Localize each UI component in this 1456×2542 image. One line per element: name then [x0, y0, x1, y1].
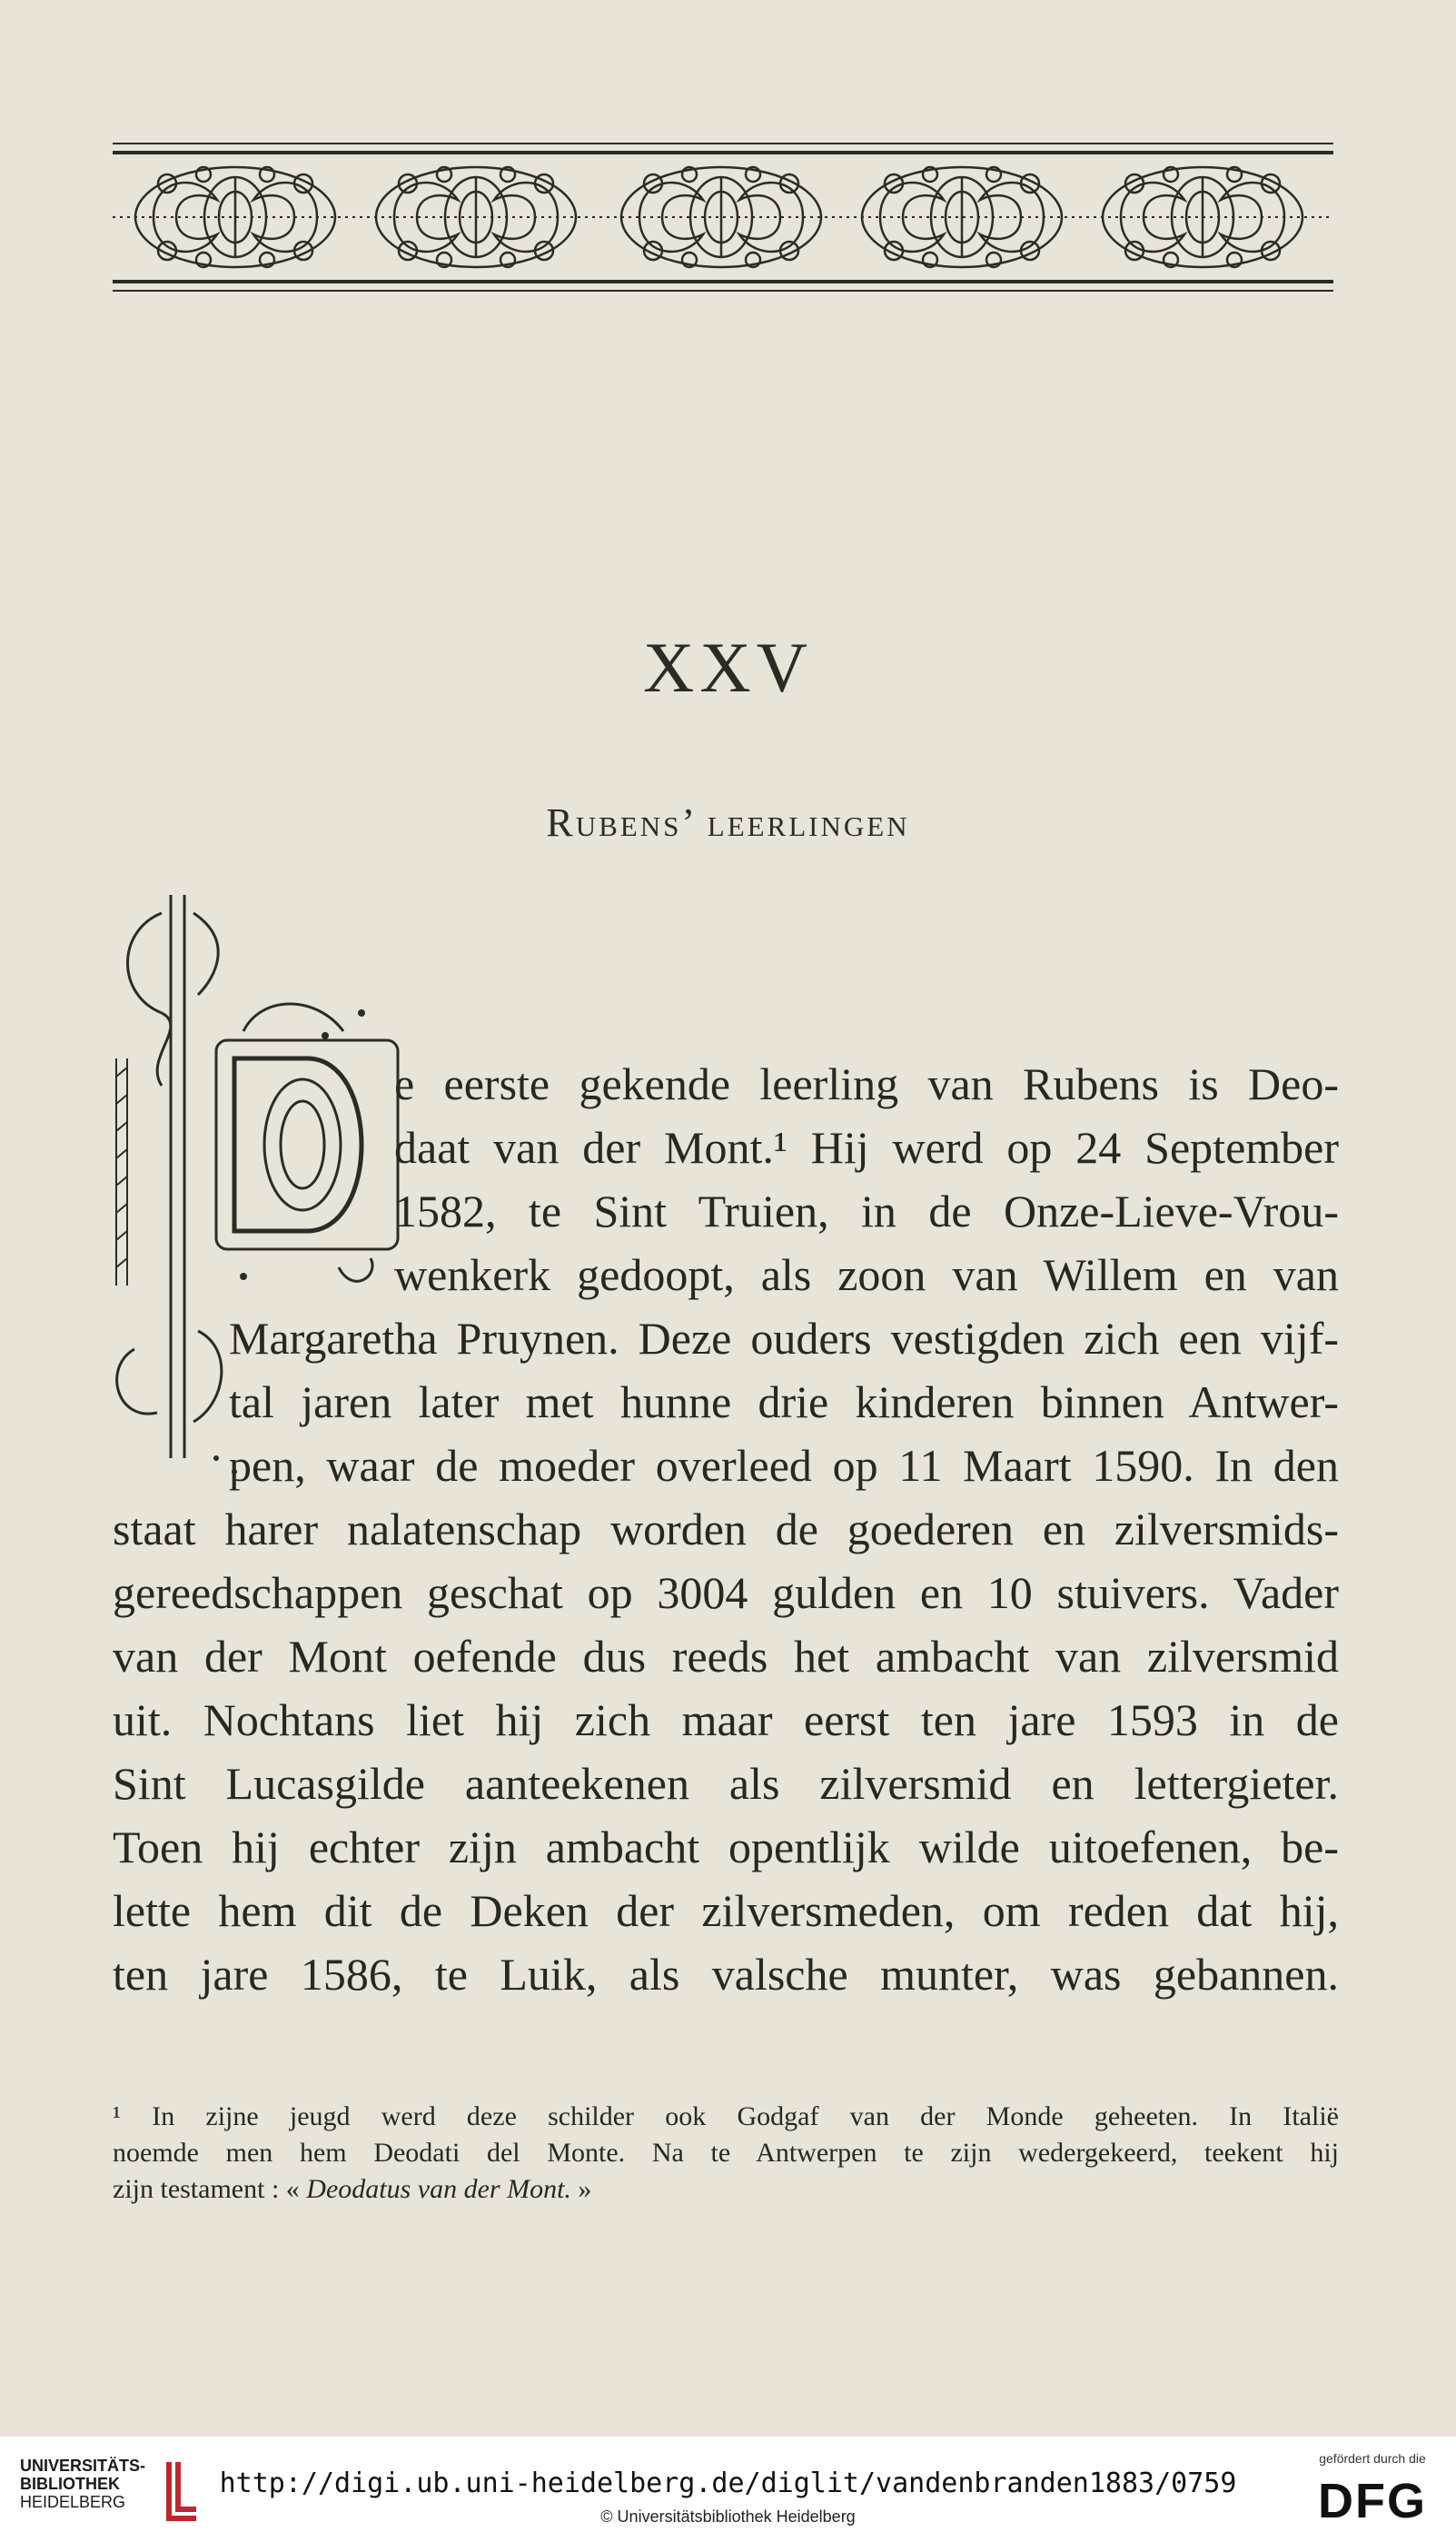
body-line: Margaretha Pruynen. Deze ouders vestigden zich een vijf-: [229, 1313, 1339, 1364]
body-line: Sint Lucasgilde aanteekenen als zilversmid en lettergieter.: [113, 1758, 1339, 1809]
footnote-prefix: zijn testament : «: [113, 2174, 307, 2204]
footnote-line: [113, 2171, 1339, 2208]
body-line: wenkerk gedoopt, als zoon van Willem en van: [394, 1249, 1339, 1300]
body-line: Toen hij echter zijn ambacht opentlijk wilde uitoefenen, be-: [113, 1822, 1339, 1872]
body-line: staat harer nalatenschap worden de goederen en zilversmids-: [113, 1504, 1339, 1554]
chapter-number: XXV: [643, 628, 813, 707]
body-line: pen, waar de moeder overleed op 11 Maart 1590. In den: [229, 1440, 1339, 1491]
footnote-line: noemde men hem Deodati del Monte. Na te Antwerpen te zijn wedergekeerd, teekent hij: [113, 2138, 1339, 2168]
body-line: uit. Nochtans liet hij zich maar eerst ten jare 1593 in de: [113, 1694, 1339, 1745]
body-line: gereedschappen geschat op 3004 gulden en 10 stuivers. Vader: [113, 1567, 1339, 1618]
footnote-suffix: »: [570, 2174, 592, 2204]
chapter-title: Rubens’ leerlingen: [546, 800, 910, 845]
footnote-italic-name: Deodatus van der Mont.: [306, 2174, 571, 2204]
dfg-logo[interactable]: DFG: [1318, 2474, 1427, 2528]
ornamental-header-band: [113, 136, 1333, 300]
body-line: lette hem dit de Deken der zilversmeden, om reden dat hij,: [113, 1885, 1339, 1936]
funding-note: gefördert durch die: [1319, 2451, 1426, 2466]
copyright-notice: © Universitätsbibliothek Heidelberg: [600, 2507, 856, 2526]
body-line: tal jaren later met hunne drie kinderen binnen Antwer-: [229, 1376, 1339, 1427]
body-line: van der Mont oefende dus reeds het ambacht van zilversmid: [113, 1631, 1339, 1682]
library-line-1: UNIVERSITÄTS-: [20, 2457, 146, 2475]
body-line: 1582, te Sint Truien, in de Onze-Lieve-Vrou-: [394, 1186, 1339, 1236]
footnote-line: ¹ In zijne jeugd werd deze schilder ook Godgaf van der Monde geheeten. In Italië: [113, 2101, 1339, 2131]
body-line: e eerste gekende leerling van Rubens is Deo-: [394, 1058, 1339, 1109]
body-line: ten jare 1586, te Luik, als valsche munter, was gebannen.: [113, 1949, 1339, 2000]
library-line-2: BIBLIOTHEK: [20, 2475, 120, 2493]
body-line: daat van der Mont.¹ Hij werd op 24 September: [394, 1122, 1339, 1173]
library-line-3: HEIDELBERG: [20, 2493, 126, 2511]
permalink-url[interactable]: http://digi.ub.uni-heidelberg.de/diglit/vandenbranden1883/0759: [219, 2468, 1237, 2499]
